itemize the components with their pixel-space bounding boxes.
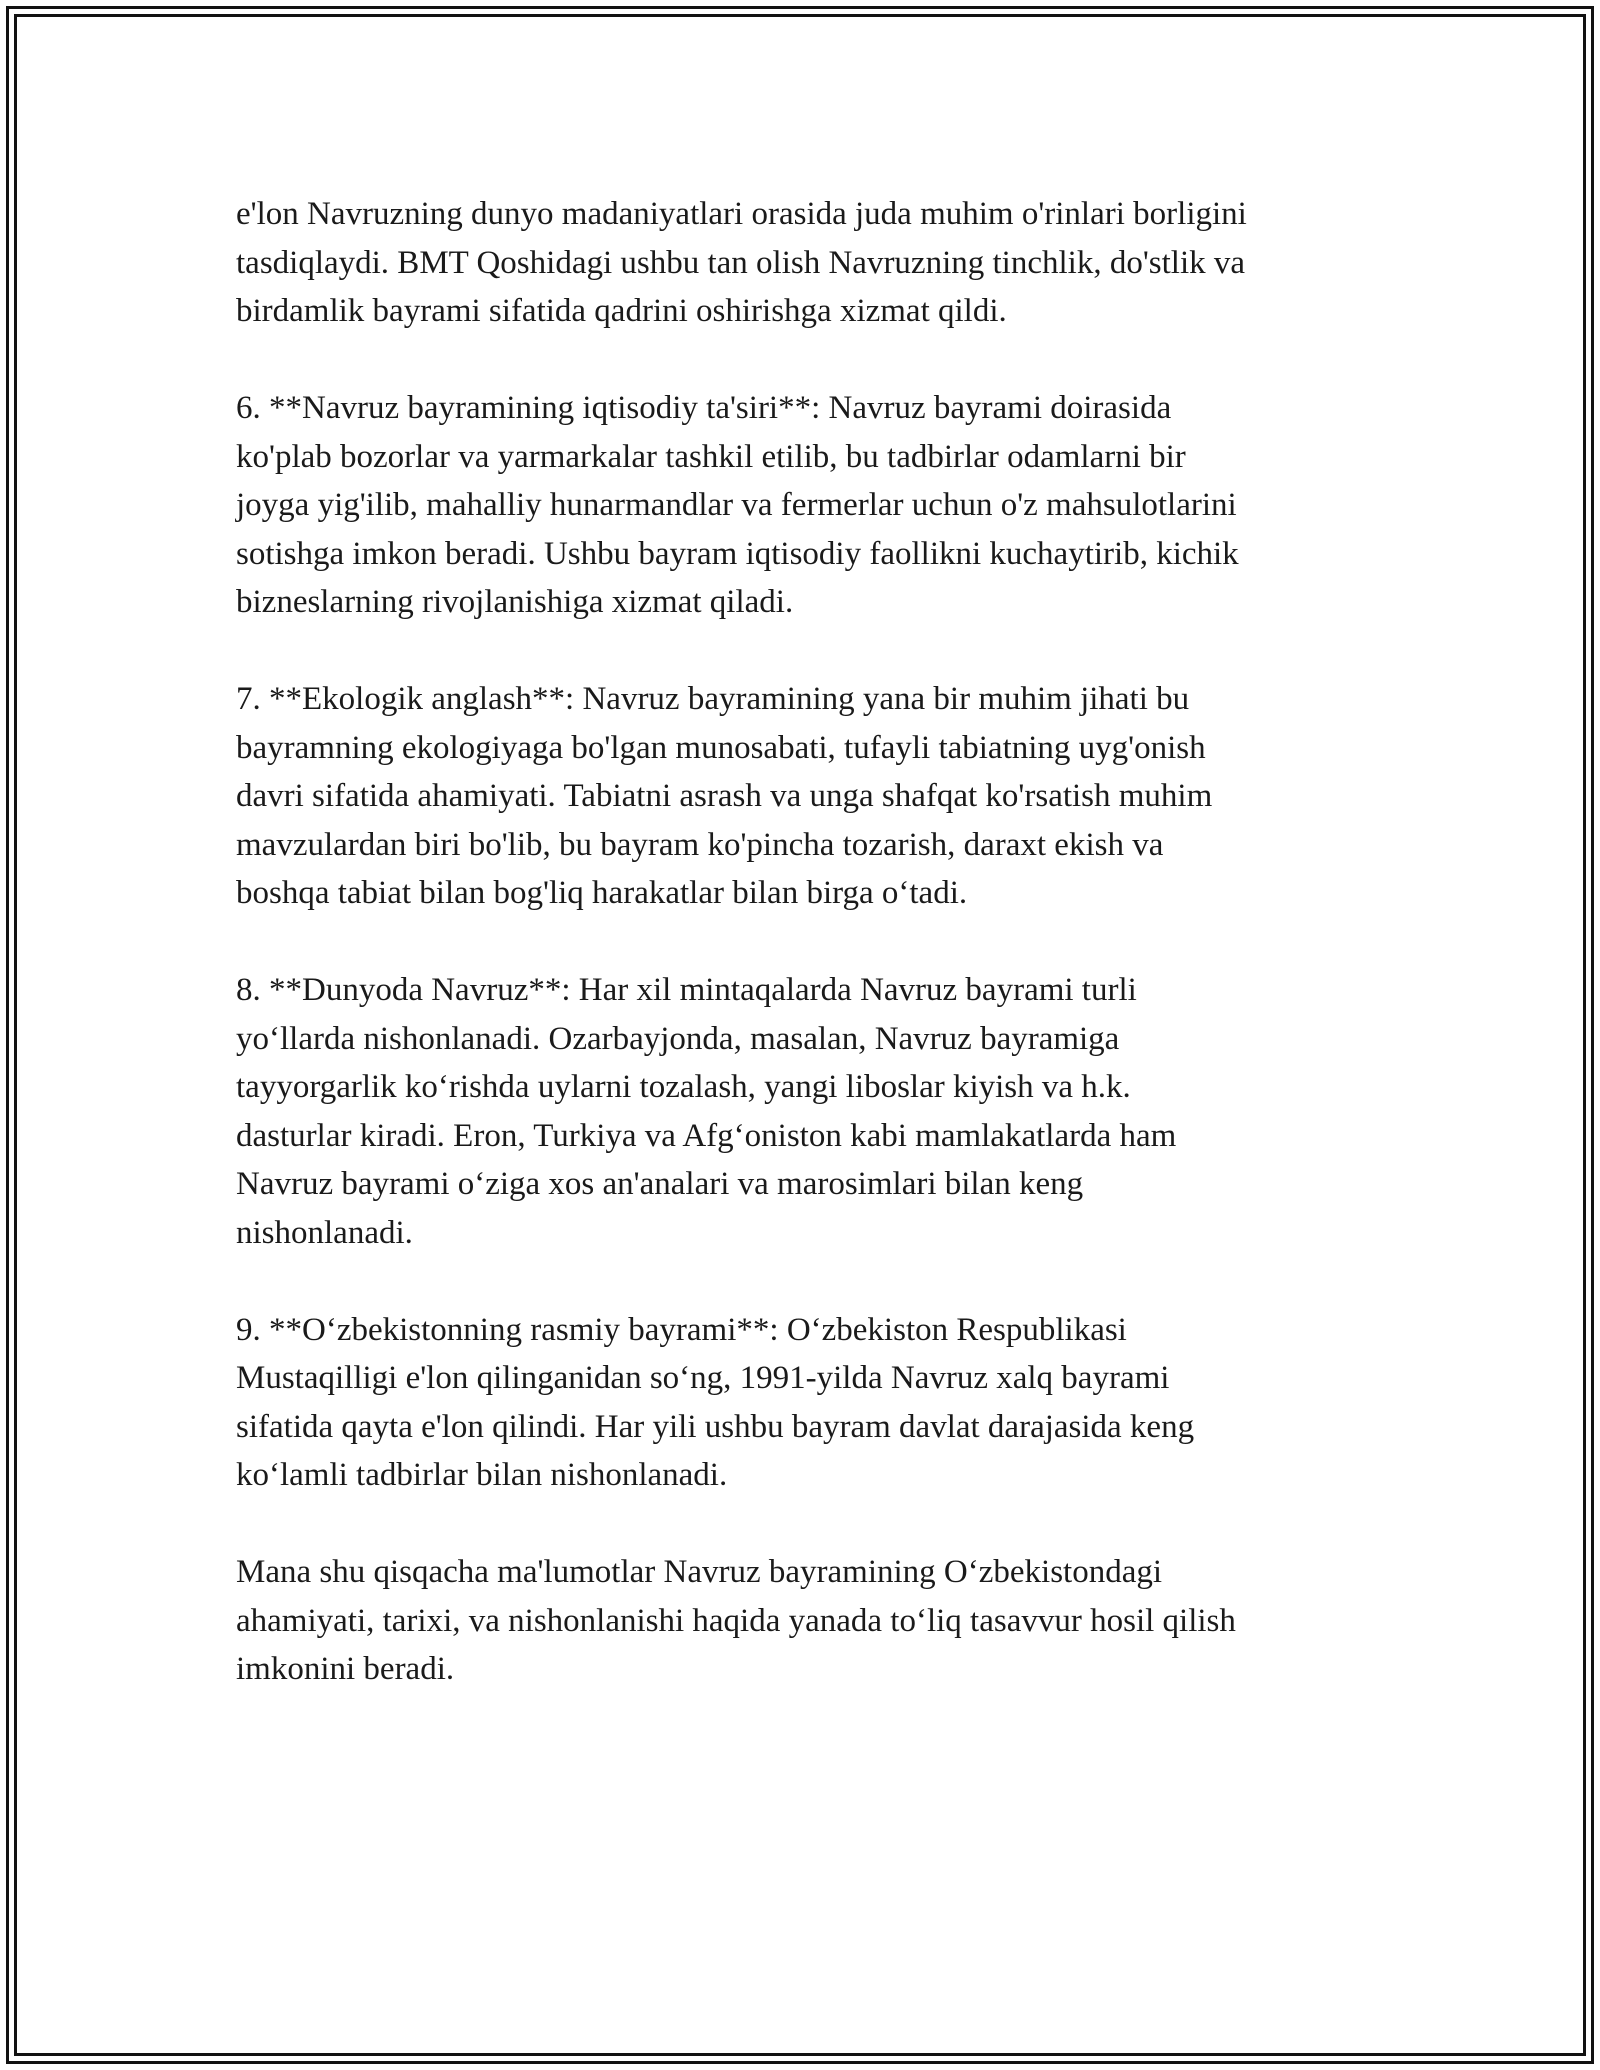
paragraph-item-7: 7. **Ekologik anglash**: Navruz bayramining yana bir muhim jihati bu bayramning ekologiyaga bo'lgan munosabati, tufayli tabiatning uyg'onish davri sifatida ahamiyati. Tabiatni asrash va unga shafqat ko'rsatish muhim mavzulardan biri bo'lib, bu bayram ko'pincha tozarish, daraxt ekish va boshqa tabiat bilan bog'liq harakatlar bilan birga o‘tadi. (236, 681, 1213, 911)
paragraph-conclusion: Mana shu qisqacha ma'lumotlar Navruz bayramining O‘zbekistondagi ahamiyati, tarixi, va nishonlanishi haqida yanada to‘liq tasavvur hosil qilish imkonini beradi. (236, 1554, 1236, 1687)
paragraph-item-8: 8. **Dunyoda Navruz**: Har xil mintaqalarda Navruz bayrami turli yo‘llarda nishonlanadi. Ozarbayjonda, masalan, Navruz bayramiga tayyorgarlik ko‘rishda uylarni tozalash, yangi liboslar kiyish va h.k. dasturlar kiradi. Eron, Turkiya va Afg‘oniston kabi mamlakatlarda ham Navruz bayrami o‘ziga xos an'analari va marosimlari bilan keng nishonlanadi. (236, 972, 1177, 1251)
document-body (236, 190, 1366, 1742)
paragraph-item-6: 6. **Navruz bayramining iqtisodiy ta'siri**: Navruz bayrami doirasida ko'plab bozorlar va yarmarkalar tashkil etilib, bu tadbirlar odamlarni bir joyga yig'ilib, mahalliy hunarmandlar va fermerlar uchun o'z mahsulotlarini sotishga imkon beradi. Ushbu bayram iqtisodiy faollikni kuchaytirib, kichik bizneslarning rivojlanishiga xizmat qiladi. (236, 390, 1239, 620)
paragraph-item-9: 9. **O‘zbekistonning rasmiy bayrami**: O‘zbekiston Respublikasi Mustaqilligi e'lon qilinganidan so‘ng, 1991-yilda Navruz xalq bayrami sifatida qayta e'lon qilindi. Har yili ushbu bayram davlat darajasida keng ko‘lamli tadbirlar bilan nishonlanadi. (236, 1311, 1195, 1493)
paragraph-intro-continuation: e'lon Navruzning dunyo madaniyatlari orasida juda muhim o'rinlari borligini tasdiqlaydi. BMT Qoshidagi ushbu tan olish Navruzning tinchlik, do'stlik va birdamlik bayrami sifatida qadrini oshirishga xizmat qildi. (236, 196, 1247, 329)
